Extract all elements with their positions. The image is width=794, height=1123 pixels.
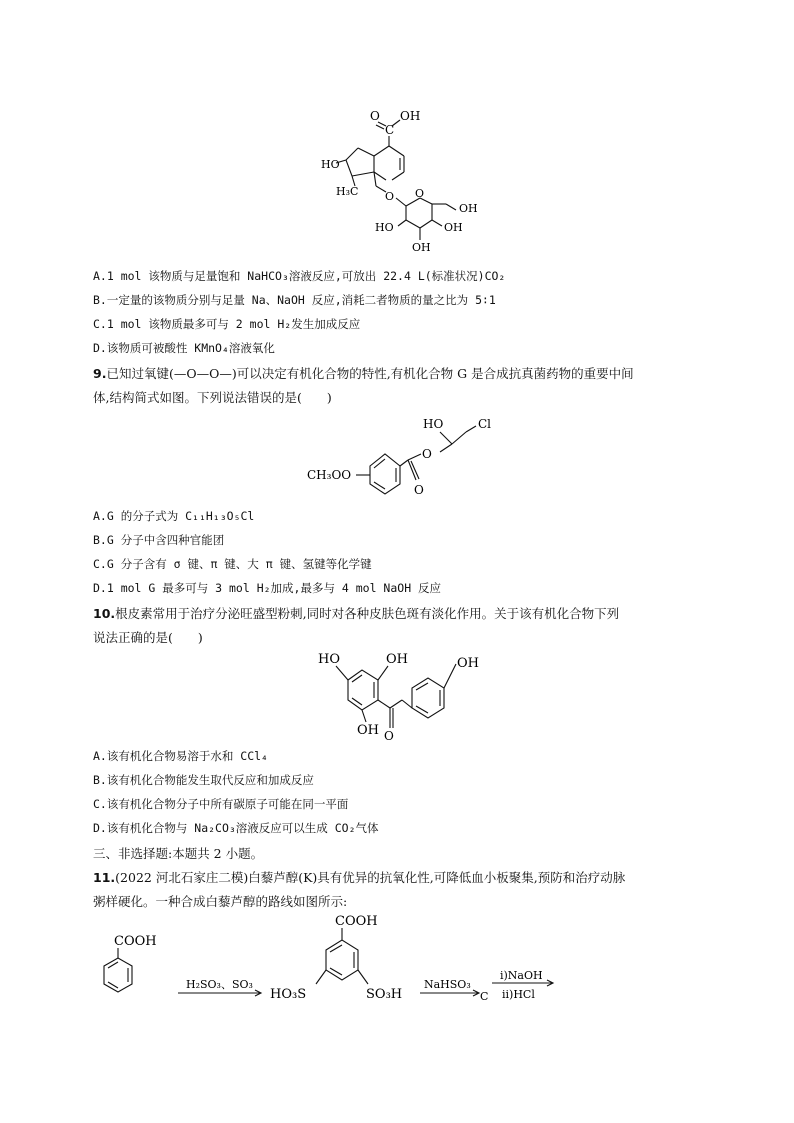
q10-label-oh-bottom: OH	[357, 723, 379, 738]
q10-text-line2: 说法正确的是( )	[93, 630, 203, 645]
q9-label-cl: Cl	[478, 417, 492, 431]
q9-text-line2: 体,结构简式如图。下列说法错误的是( )	[93, 390, 332, 405]
q9-option-c: C.G 分子含有 σ 键、π 键、大 π 键、氢键等化学键	[93, 557, 372, 571]
q11-compound-c: C	[480, 990, 489, 1003]
q8-label-c: C	[385, 123, 395, 137]
q8-label-oh-bottom: OH	[412, 241, 431, 254]
q10-stem-line1	[93, 604, 619, 622]
q9-option-d: D.1 mol G 最多可与 3 mol H₂加成,最多与 4 mol NaOH 反应	[93, 581, 442, 595]
q10-label-ho-left: HO	[318, 652, 340, 667]
q8-label-ring-o: O	[415, 187, 425, 200]
q11-label-product-left: HO₃S	[270, 987, 307, 1002]
q8-label-cooh-oh: OH	[400, 109, 421, 123]
q9-text-line1: 已知过氧键(—O—O—)可以决定有机化合物的特性,有机化合物 G 是合成抗真菌药物的重要中间	[106, 366, 634, 381]
q10-option-d: D.该有机化合物与 Na₂CO₃溶液反应可以生成 CO₂气体	[93, 821, 379, 835]
q11-text-line1: (2022 河北石家庄二模)白藜芦醇(K)具有优异的抗氧化性,可降低血小板聚集,预防和治疗动脉	[115, 870, 626, 885]
q9-label-ch3oo: CH₃OO	[307, 468, 352, 482]
section-3-title: 三、非选择题:本题共 2 小题。	[93, 846, 264, 861]
q10-option-b: B.该有机化合物能发生取代反应和加成反应	[93, 773, 314, 787]
q11-label-start-cooh: COOH	[114, 934, 157, 949]
q10-text-line1: 根皮素常用于治疗分泌旺盛型粉刺,同时对各种皮肤色斑有淡化作用。关于该有机化合物下列	[115, 606, 620, 621]
q8-structure	[310, 100, 510, 260]
q10-label-oh-right: OH	[457, 656, 479, 671]
q10-option-a: A.该有机化合物易溶于水和 CCl₄	[93, 749, 268, 763]
q10-number: 10.	[93, 606, 116, 621]
q11-reagent-2: NaHSO₃	[424, 978, 471, 991]
q9-number: 9.	[93, 366, 107, 381]
q10-label-o-carbonyl: O	[384, 729, 394, 743]
q8-label-h3c: H₃C	[336, 185, 359, 198]
q11-label-product-cooh: COOH	[335, 914, 378, 929]
q8-option-a: A.1 mol 该物质与足量饱和 NaHCO₃溶液反应,可放出 22.4 L(标准状况)CO₂	[93, 269, 506, 283]
q8-option-d: D.该物质可被酸性 KMnO₄溶液氧化	[93, 341, 275, 355]
q10-option-c: C.该有机化合物分子中所有碳原子可能在同一平面	[93, 797, 349, 811]
q11-label-product-right: SO₃H	[366, 987, 403, 1002]
q9-option-a: A.G 的分子式为 C₁₁H₁₃O₅Cl	[93, 509, 255, 523]
q9-stem-line1	[93, 364, 634, 382]
q8-label-o-link: O	[385, 190, 395, 203]
q8-label-cooh-o: O	[370, 109, 380, 123]
q8-label-ho-bottom-left: HO	[375, 221, 394, 234]
q11-reaction-scheme	[90, 910, 570, 1010]
q8-label-ho-left: HO	[321, 158, 340, 171]
q11-reagent-3a: ⅰ)NaOH	[500, 969, 543, 982]
q10-structure	[310, 648, 500, 743]
q11-reagent-3b: ⅱ)HCl	[502, 988, 535, 1001]
q8-option-b: B.一定量的该物质分别与足量 Na、NaOH 反应,消耗二者物质的量之比为 5∶1	[93, 293, 496, 307]
q11-reagent-1: H₂SO₃、SO₃	[186, 978, 253, 991]
q8-label-oh-right: OH	[459, 202, 478, 215]
q9-option-b: B.G 分子中含四种官能团	[93, 533, 225, 547]
q8-option-c: C.1 mol 该物质最多可与 2 mol H₂发生加成反应	[93, 317, 361, 331]
q9-label-o-ester: O	[422, 447, 432, 461]
q11-stem-line1	[93, 868, 625, 886]
q10-label-oh-top: OH	[386, 652, 408, 667]
q9-label-o-carbonyl: O	[414, 483, 424, 497]
q9-structure	[300, 408, 520, 498]
q8-label-oh-bottom-right: OH	[444, 221, 463, 234]
q9-label-ho: HO	[423, 417, 444, 431]
q11-text-line2: 粥样硬化。一种合成白藜芦醇的路线如图所示:	[93, 894, 348, 909]
q11-number: 11.	[93, 870, 116, 885]
